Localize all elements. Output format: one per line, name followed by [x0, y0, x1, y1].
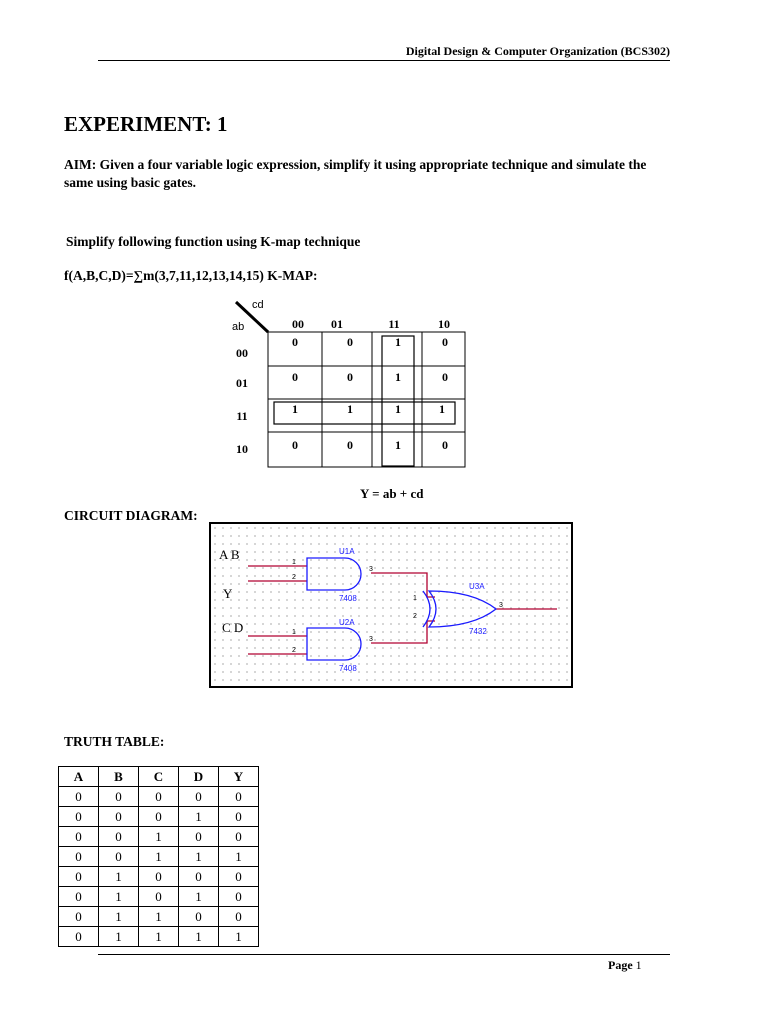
function-expression: f(A,B,C,D)=∑m(3,7,11,12,13,14,15) K-MAP: — [64, 268, 318, 283]
table-cell: 1 — [179, 927, 219, 947]
gate-part: 7432 — [469, 627, 487, 636]
table-row — [59, 847, 259, 867]
table-cell: 0 — [59, 887, 99, 907]
table-cell: 0 — [99, 847, 139, 867]
table-cell: 1 — [139, 927, 179, 947]
input-label-cd: C D — [222, 620, 244, 635]
gate-ref: U2A — [339, 618, 355, 627]
table-row — [59, 807, 259, 827]
kmap-row-header: 10 — [236, 442, 248, 456]
kmap-cell: 1 — [395, 402, 401, 416]
page-number-value: 1 — [635, 958, 642, 972]
pin-number: 3 — [499, 602, 503, 609]
pin-number: 1 — [413, 595, 417, 602]
gate-ref: U1A — [339, 547, 355, 556]
kmap-cell: 0 — [442, 370, 448, 384]
table-cell: 0 — [139, 887, 179, 907]
page-label: Page — [608, 958, 633, 972]
table-cell: 0 — [219, 867, 259, 887]
kmap-cell: 0 — [292, 438, 298, 452]
table-cell: 0 — [219, 827, 259, 847]
table-row — [59, 887, 259, 907]
kmap-row-var: ab — [232, 321, 245, 333]
experiment-title: EXPERIMENT: 1 — [64, 112, 228, 136]
table-cell: 0 — [179, 907, 219, 927]
table-cell: 1 — [99, 927, 139, 947]
kmap-group-row — [274, 402, 455, 424]
kmap-row-header: 00 — [236, 346, 248, 360]
table-cell: 1 — [219, 927, 259, 947]
input-label-ab: A B — [219, 547, 240, 562]
kmap-cell: 0 — [442, 335, 448, 349]
aim-text: AIM: Given a four variable logic expression, simplify it using appropriate technique and simulate the same using basic gates. — [64, 157, 647, 190]
gate-part: 7408 — [339, 594, 357, 603]
and-gate-icon — [307, 628, 361, 660]
table-cell: 0 — [139, 787, 179, 807]
table-cell: 0 — [139, 867, 179, 887]
table-cell: 0 — [99, 807, 139, 827]
table-cell: 0 — [59, 807, 99, 827]
and-gate-icon — [307, 558, 361, 590]
kmap-row-header: 11 — [236, 409, 248, 423]
table-cell: 0 — [179, 867, 219, 887]
table-cell: 0 — [179, 827, 219, 847]
table-cell: 1 — [99, 867, 139, 887]
kmap-cell: 0 — [292, 370, 298, 384]
kmap-cell: 1 — [395, 370, 401, 384]
output-label-y: Y — [223, 586, 233, 601]
kmap-col-header: 00 — [292, 317, 304, 331]
running-header: Digital Design & Computer Organization (BCS302) — [405, 44, 670, 58]
table-cell: 0 — [99, 827, 139, 847]
table-cell: 0 — [59, 907, 99, 927]
truth-table-body — [59, 787, 259, 947]
table-cell: 0 — [59, 847, 99, 867]
gate-ref: U3A — [469, 582, 485, 591]
table-cell: 1 — [99, 907, 139, 927]
table-cell: 1 — [139, 827, 179, 847]
table-cell: 0 — [59, 827, 99, 847]
kmap-cell: 0 — [347, 335, 353, 349]
circuit-heading: CIRCUIT DIAGRAM: — [64, 508, 198, 523]
column-header: A — [59, 767, 99, 787]
table-cell: 0 — [59, 927, 99, 947]
table-cell: 1 — [179, 847, 219, 867]
and-gate-u2a — [292, 618, 373, 673]
table-row — [59, 787, 259, 807]
table-cell: 0 — [59, 787, 99, 807]
kmap-row-header: 01 — [236, 376, 248, 390]
truth-table — [58, 766, 259, 947]
column-header: Y — [219, 767, 259, 787]
kmap-col-var: cd — [252, 299, 264, 311]
kmap-cell: 0 — [347, 438, 353, 452]
simplify-heading: Simplify following function using K-map technique — [66, 234, 361, 249]
table-cell: 0 — [179, 787, 219, 807]
table-cell: 0 — [59, 867, 99, 887]
kmap-cell: 0 — [292, 335, 298, 349]
table-cell: 0 — [219, 887, 259, 907]
table-cell: 1 — [179, 807, 219, 827]
table-cell: 1 — [99, 887, 139, 907]
gate-part: 7408 — [339, 664, 357, 673]
kmap-cell: 1 — [395, 335, 401, 349]
table-header-row — [59, 767, 259, 787]
table-cell: 1 — [139, 847, 179, 867]
kmap-cell: 0 — [347, 370, 353, 384]
table-cell: 1 — [179, 887, 219, 907]
table-cell: 1 — [139, 907, 179, 927]
kmap-diagram — [220, 296, 480, 476]
pin-number: 1 — [292, 559, 296, 566]
circuit-diagram — [209, 522, 573, 688]
header-rule — [98, 60, 670, 61]
kmap-col-header: 01 — [331, 317, 343, 331]
pin-number: 2 — [292, 647, 296, 654]
table-row — [59, 927, 259, 947]
table-row — [59, 907, 259, 927]
simplified-result: Y = ab + cd — [360, 486, 424, 501]
and-gate-u1a — [292, 547, 373, 603]
pin-number: 3 — [369, 566, 373, 573]
kmap-cell: 1 — [439, 402, 445, 416]
kmap-cell: 1 — [292, 402, 298, 416]
pin-number: 3 — [369, 636, 373, 643]
page-number — [608, 958, 642, 973]
column-header: B — [99, 767, 139, 787]
pin-number: 1 — [292, 629, 296, 636]
pin-number: 2 — [413, 613, 417, 620]
kmap-col-header: 11 — [388, 317, 400, 331]
table-cell: 0 — [99, 787, 139, 807]
kmap-cell: 0 — [442, 438, 448, 452]
table-row — [59, 867, 259, 887]
table-cell: 0 — [139, 807, 179, 827]
table-cell: 0 — [219, 907, 259, 927]
pin-number: 2 — [292, 574, 296, 581]
kmap-col-header: 10 — [438, 317, 450, 331]
kmap-cell: 1 — [347, 402, 353, 416]
truth-table-heading: TRUTH TABLE: — [64, 734, 165, 749]
kmap-cell: 1 — [395, 438, 401, 452]
column-header: D — [179, 767, 219, 787]
footer-rule — [98, 954, 670, 955]
or-gate-icon — [429, 591, 496, 627]
table-cell: 1 — [219, 847, 259, 867]
column-header: C — [139, 767, 179, 787]
table-cell: 0 — [219, 787, 259, 807]
table-cell: 0 — [219, 807, 259, 827]
table-row — [59, 827, 259, 847]
circuit-schematic — [211, 524, 571, 686]
